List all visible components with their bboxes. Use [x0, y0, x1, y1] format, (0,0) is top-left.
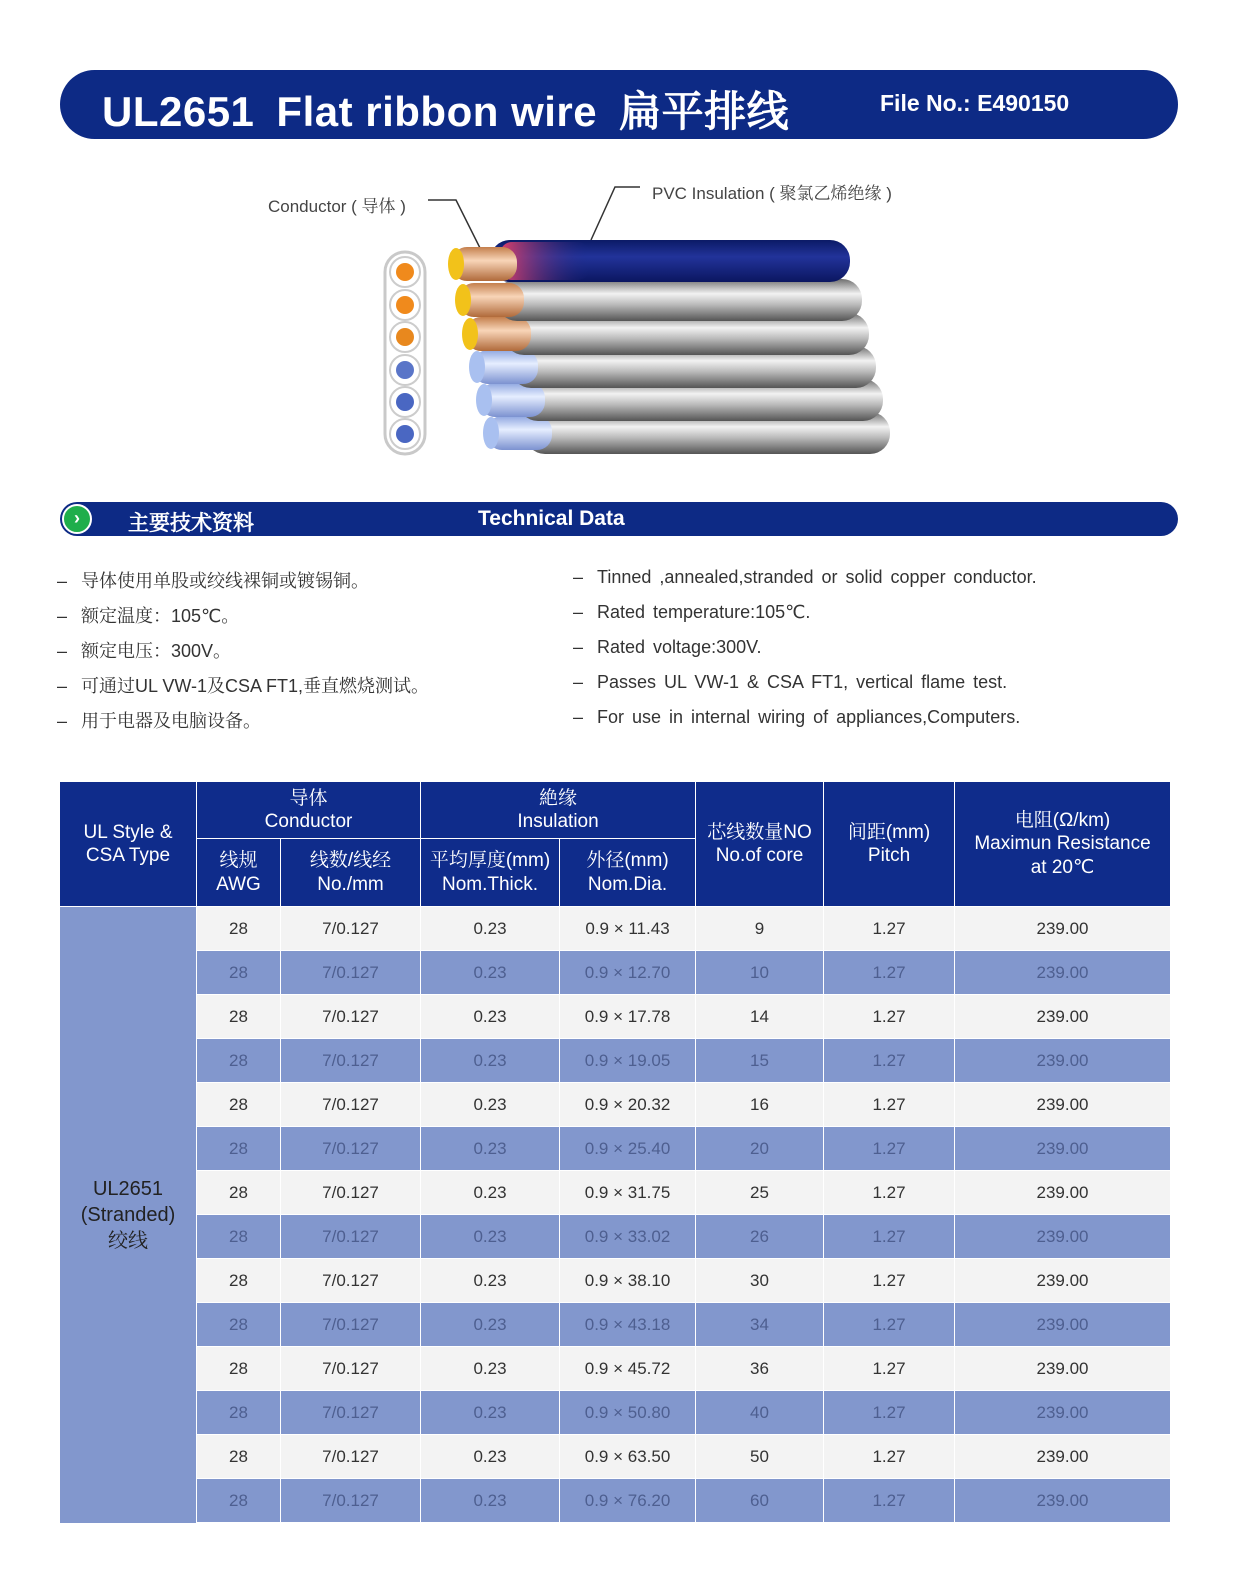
spec-item-en: – Rated voltage:300V.: [573, 637, 762, 657]
insulation-leader-line: [591, 187, 640, 240]
header-dia: 外径(mm) Nom.Dia.: [560, 839, 696, 907]
thick-cell: 0.23: [421, 1215, 560, 1259]
cores-cell: 26: [696, 1215, 824, 1259]
resistance-cell: 239.00: [955, 1479, 1171, 1523]
spec-item-en: – For use in internal wiring of appliances,Computers.: [573, 707, 1021, 727]
technical-data-section-bar: [60, 502, 1178, 536]
cores-cell: 10: [696, 951, 824, 995]
dia-cell: 0.9 × 20.32: [560, 1083, 696, 1127]
awg-cell: 28: [197, 1259, 281, 1303]
insulation-label: PVC Insulation ( 聚氯乙烯绝缘 ): [652, 184, 892, 203]
awg-cell: 28: [197, 951, 281, 995]
pitch-cell: 1.27: [824, 1215, 955, 1259]
strands-cell: 7/0.127: [281, 1303, 421, 1347]
thick-cell: 0.23: [421, 1259, 560, 1303]
thick-cell: 0.23: [421, 995, 560, 1039]
strands-cell: 7/0.127: [281, 1479, 421, 1523]
resistance-cell: 239.00: [955, 1215, 1171, 1259]
awg-cell: 28: [197, 1347, 281, 1391]
wire-1: [448, 240, 850, 282]
dia-cell: 0.9 × 11.43: [560, 907, 696, 951]
spec-item-cn: – 用于电器及电脑设备。: [57, 711, 261, 731]
dia-cell: 0.9 × 45.72: [560, 1347, 696, 1391]
title-banner: [60, 70, 1178, 139]
awg-cell: 28: [197, 1083, 281, 1127]
resistance-cell: 239.00: [955, 1127, 1171, 1171]
resistance-cell: 239.00: [955, 1083, 1171, 1127]
spec-item-cn: – 可通过UL VW-1及CSA FT1,垂直燃烧测试。: [57, 676, 430, 696]
awg-cell: 28: [197, 1039, 281, 1083]
header-resistance: 电阻(Ω/km) Maximun Resistance at 20℃: [955, 782, 1171, 907]
cores-cell: 40: [696, 1391, 824, 1435]
pitch-cell: 1.27: [824, 1127, 955, 1171]
strands-cell: 7/0.127: [281, 1215, 421, 1259]
dia-cell: 0.9 × 63.50: [560, 1435, 696, 1479]
pitch-cell: 1.27: [824, 1039, 955, 1083]
section-title-cn: 主要技术资料: [128, 512, 254, 535]
spec-item-cn: – 额定电压：300V。: [57, 641, 232, 661]
awg-cell: 28: [197, 1303, 281, 1347]
resistance-cell: 239.00: [955, 1171, 1171, 1215]
pitch-cell: 1.27: [824, 1435, 955, 1479]
awg-cell: 28: [197, 1391, 281, 1435]
spec-item-cn: – 导体使用单股或绞线裸铜或镀锡铜。: [57, 571, 369, 591]
awg-cell: 28: [197, 1479, 281, 1523]
table-row: [60, 907, 1171, 951]
thick-cell: 0.23: [421, 1127, 560, 1171]
thick-cell: 0.23: [421, 1479, 560, 1523]
spec-table: [59, 781, 1171, 1523]
resistance-cell: 239.00: [955, 1039, 1171, 1083]
header-pitch: 间距(mm) Pitch: [824, 782, 955, 907]
pitch-cell: 1.27: [824, 995, 955, 1039]
dia-cell: 0.9 × 43.18: [560, 1303, 696, 1347]
resistance-cell: 239.00: [955, 1303, 1171, 1347]
thick-cell: 0.23: [421, 951, 560, 995]
pitch-cell: 1.27: [824, 907, 955, 951]
spec-item-cn: – 额定温度：105℃。: [57, 606, 240, 626]
table-row: [60, 1435, 1171, 1479]
cores-cell: 14: [696, 995, 824, 1039]
table-row: [60, 951, 1171, 995]
spec-list-en: [573, 567, 1037, 742]
resistance-cell: 239.00: [955, 1259, 1171, 1303]
strands-cell: 7/0.127: [281, 951, 421, 995]
thick-cell: 0.23: [421, 1303, 560, 1347]
header-insulation: 絶缘 Insulation: [421, 782, 696, 839]
thick-cell: 0.23: [421, 1347, 560, 1391]
resistance-cell: 239.00: [955, 1347, 1171, 1391]
dia-cell: 0.9 × 19.05: [560, 1039, 696, 1083]
header-cores: 芯线数量NO No.of core: [696, 782, 824, 907]
header-awg: 线规 AWG: [197, 839, 281, 907]
pitch-cell: 1.27: [824, 1303, 955, 1347]
table-row: [60, 1347, 1171, 1391]
resistance-cell: 239.00: [955, 951, 1171, 995]
cores-cell: 36: [696, 1347, 824, 1391]
spec-item-en: – Tinned ,annealed,stranded or solid copper conductor.: [573, 567, 1037, 587]
table-row: [60, 1083, 1171, 1127]
pitch-cell: 1.27: [824, 1259, 955, 1303]
pitch-cell: 1.27: [824, 1347, 955, 1391]
dia-cell: 0.9 × 12.70: [560, 951, 696, 995]
style-cell: UL2651 (Stranded) 绞线: [60, 907, 197, 1523]
dia-cell: 0.9 × 33.02: [560, 1215, 696, 1259]
pitch-cell: 1.27: [824, 1479, 955, 1523]
awg-cell: 28: [197, 1435, 281, 1479]
thick-cell: 0.23: [421, 1435, 560, 1479]
strands-cell: 7/0.127: [281, 1347, 421, 1391]
resistance-cell: 239.00: [955, 1435, 1171, 1479]
strands-cell: 7/0.127: [281, 1127, 421, 1171]
dia-cell: 0.9 × 38.10: [560, 1259, 696, 1303]
table-row: [60, 1479, 1171, 1523]
dia-cell: 0.9 × 17.78: [560, 995, 696, 1039]
wire-2: [455, 279, 862, 321]
file-number: File No.: E490150: [880, 90, 1070, 116]
strands-cell: 7/0.127: [281, 1171, 421, 1215]
header-strands: 线数/线经 No./mm: [281, 839, 421, 907]
strands-cell: 7/0.127: [281, 907, 421, 951]
strands-cell: 7/0.127: [281, 1039, 421, 1083]
strands-cell: 7/0.127: [281, 1435, 421, 1479]
cores-cell: 16: [696, 1083, 824, 1127]
table-row: [60, 1039, 1171, 1083]
strands-cell: 7/0.127: [281, 1391, 421, 1435]
dia-cell: 0.9 × 25.40: [560, 1127, 696, 1171]
ribbon-cable-illustration: [0, 160, 1244, 480]
cores-cell: 30: [696, 1259, 824, 1303]
page-title: [102, 79, 811, 139]
cores-cell: 20: [696, 1127, 824, 1171]
cores-cell: 50: [696, 1435, 824, 1479]
awg-cell: 28: [197, 1171, 281, 1215]
chevron-right-icon: ›: [62, 504, 92, 534]
awg-cell: 28: [197, 1127, 281, 1171]
pitch-cell: 1.27: [824, 951, 955, 995]
table-row: [60, 1171, 1171, 1215]
title-en: Flat ribbon wire: [276, 88, 598, 135]
strands-cell: 7/0.127: [281, 1083, 421, 1127]
dia-cell: 0.9 × 31.75: [560, 1171, 696, 1215]
cores-cell: 9: [696, 907, 824, 951]
table-row: [60, 995, 1171, 1039]
title-cn: 扁平排线: [619, 88, 790, 135]
awg-cell: 28: [197, 1215, 281, 1259]
strands-cell: 7/0.127: [281, 1259, 421, 1303]
cores-cell: 25: [696, 1171, 824, 1215]
spec-list-cn: [57, 567, 429, 742]
spec-item-en: – Passes UL VW-1 & CSA FT1, vertical flame test.: [573, 672, 1008, 692]
cores-cell: 60: [696, 1479, 824, 1523]
pitch-cell: 1.27: [824, 1083, 955, 1127]
header-style: UL Style & CSA Type: [60, 782, 197, 907]
thick-cell: 0.23: [421, 1039, 560, 1083]
strands-cell: 7/0.127: [281, 995, 421, 1039]
table-row: [60, 1127, 1171, 1171]
spec-item-en: – Rated temperature:105℃.: [573, 602, 811, 622]
awg-cell: 28: [197, 995, 281, 1039]
thick-cell: 0.23: [421, 1391, 560, 1435]
thick-cell: 0.23: [421, 907, 560, 951]
awg-cell: 28: [197, 907, 281, 951]
pitch-cell: 1.27: [824, 1171, 955, 1215]
resistance-cell: 239.00: [955, 995, 1171, 1039]
conductor-label: Conductor ( 导体 ): [268, 197, 406, 216]
table-row: [60, 1303, 1171, 1347]
dia-cell: 0.9 × 76.20: [560, 1479, 696, 1523]
dia-cell: 0.9 × 50.80: [560, 1391, 696, 1435]
header-thick: 平均厚度(mm) Nom.Thick.: [421, 839, 560, 907]
resistance-cell: 239.00: [955, 1391, 1171, 1435]
pitch-cell: 1.27: [824, 1391, 955, 1435]
thick-cell: 0.23: [421, 1083, 560, 1127]
section-title-en: Technical Data: [478, 507, 625, 530]
thick-cell: 0.23: [421, 1171, 560, 1215]
table-row: [60, 1391, 1171, 1435]
table-row: [60, 1215, 1171, 1259]
table-row: [60, 1259, 1171, 1303]
resistance-cell: 239.00: [955, 907, 1171, 951]
cable-diagram: [0, 160, 1244, 480]
cores-cell: 34: [696, 1303, 824, 1347]
header-conductor: 导体 Conductor: [197, 782, 421, 839]
cores-cell: 15: [696, 1039, 824, 1083]
title-model: UL2651: [102, 88, 255, 135]
